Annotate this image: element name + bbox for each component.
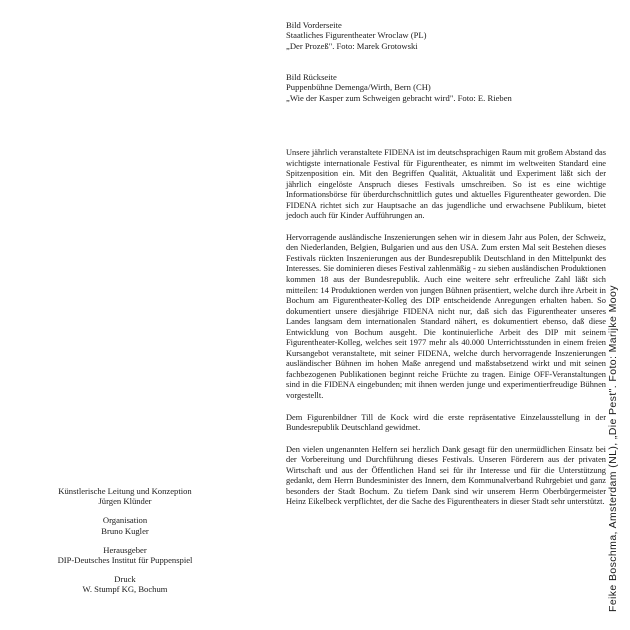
publisher-name: DIP-Deutsches Institut für Puppenspiel: [57, 555, 193, 566]
front-image-theater: Staatliches Figurentheater Wroclaw (PL): [286, 30, 427, 41]
front-image-credit: [286, 20, 606, 51]
intro-paragraph-1: Unsere jährlich veranstaltete FIDENA ist im deutschsprachigen Raum mit großem Abstand das wichtigste internationale Festival für Figurentheater, es nimmt im weltweiten Standard eine Spitzenposition ein. Mit den Begriffen Qualität, Aktualität und Experiment läßt sich der jährlich eingelöste Anspruch dieses Festivals umschreiben. So ist es eine wichtige Informationsbörse für überdurchschnittlich gutes und aktuelles Figurentheater geworden. Die FIDENA richtet sich zur Hauptsache an das jugendliche und erwachsene Publikum, bietet jedoch auch für Kinder Aufführungen an.: [286, 148, 606, 221]
intro-paragraph-2: Hervorragende ausländische Inszenierungen sehen wir in diesem Jahr aus Polen, der Schweiz, den Niederlanden, Belgien, Bulgarien und aus den USA. Zum ersten Mal seit Bestehen dieses Festivals rückten Inszenierungen aus der Bundesrepublik Deutschland in den Mittelpunkt des Interesses. Sie dominieren dieses Festival zahlenmäßig - zu sieben ausländischen Produktionen kommen 18 aus der Bundesrepublik. Auch eine weitere sehr erfreuliche Zahl läßt sich mitteilen: 14 Produktionen werden von jungen Bühnen präsentiert, welche durch ihre Arbeit in Bochum am Figurentheater-Kolleg des DIP entscheidende Anregungen erhalten haben. So dokumentiert unsere diesjährige FIDENA nicht nur, daß sich das Figurentheater unseres Landes langsam dem internationalen Standard nähert, es dokumentiert ebenso, daß diese Entwicklung von Bochum ausgeht. Die kontinuierliche Arbeit des DIP mit seinem Figurentheater-Kolleg, welches seit 1977 mehr als 40.000 Unterrichtsstunden in einem freien Kursangebot veranstaltete, mit seiner FIDENA, welche durch hervorragende Inszenierungen ausländischer Bühnen im hohen Maße anregend und maßstabsetzend wirkt und mit seinen fachbezogenen Publikationen beginnt reiche Früchte zu tragen. Einige OFF-Veranstaltungen sind in die FIDENA eingebunden; mit ihnen werden junge und experimentierfreudige Bühnen vorgestellt.: [286, 232, 606, 401]
front-image-caption: „Der Prozeß". Foto: Marek Grotowski: [286, 40, 418, 51]
direction-name: Jürgen Klünder: [98, 496, 152, 507]
print-label: Druck: [114, 574, 136, 585]
festival-introduction: [286, 148, 606, 519]
imprint-publisher: [20, 545, 230, 565]
front-image-heading: Bild Vorderseite: [286, 20, 342, 30]
organisation-name: Bruno Kugler: [101, 525, 149, 536]
direction-label: Künstlerische Leitung und Konzeption: [58, 486, 192, 496]
side-photo-credit: Feike Boschma, Amsterdam (NL), „Die Pest". Foto: Marijke Mooy: [607, 285, 619, 612]
back-image-heading: Bild Rückseite: [286, 72, 337, 82]
imprint-direction: [20, 486, 230, 506]
publisher-label: Herausgeber: [103, 544, 147, 555]
back-image-theater: Puppenbühne Demenga/Wirth, Bern (CH): [286, 82, 431, 93]
back-image-credit: [286, 72, 606, 103]
back-image-caption: „Wie der Kasper zum Schweigen gebracht wird". Foto: E. Rieben: [286, 92, 512, 103]
imprint: [20, 486, 230, 604]
imprint-print: [20, 574, 230, 594]
intro-paragraph-3: Dem Figurenbildner Till de Kock wird die erste repräsentative Einzelausstellung in der Bundesrepublik Deutschland gewidmet.: [286, 412, 606, 433]
imprint-organisation: [20, 515, 230, 535]
intro-paragraph-4: Den vielen ungenannten Helfern sei herzlich Dank gesagt für den unermüdlichen Einsatz bei der Vorbereitung und Durchführung dieses Festivals. Unseren Förderern aus der privaten Wirtschaft und aus der Öffentlichen Hand sei für ihr Interesse und für die Unterstützung gedankt, dem Herrn Bundesminister des Innern, dem Kommunalverband Ruhrgebiet und ganz besonders der Stadt Bochum. Zu tiefem Dank sind wir unserem Herrn Oberbürgermeister Heinz Eikelbeck verpflichtet, der die Sache des Figurentheaters in dieser Stadt sehr unterstützt.: [286, 444, 606, 507]
organisation-label: Organisation: [102, 515, 148, 526]
print-name: W. Stumpf KG, Bochum: [82, 584, 168, 595]
